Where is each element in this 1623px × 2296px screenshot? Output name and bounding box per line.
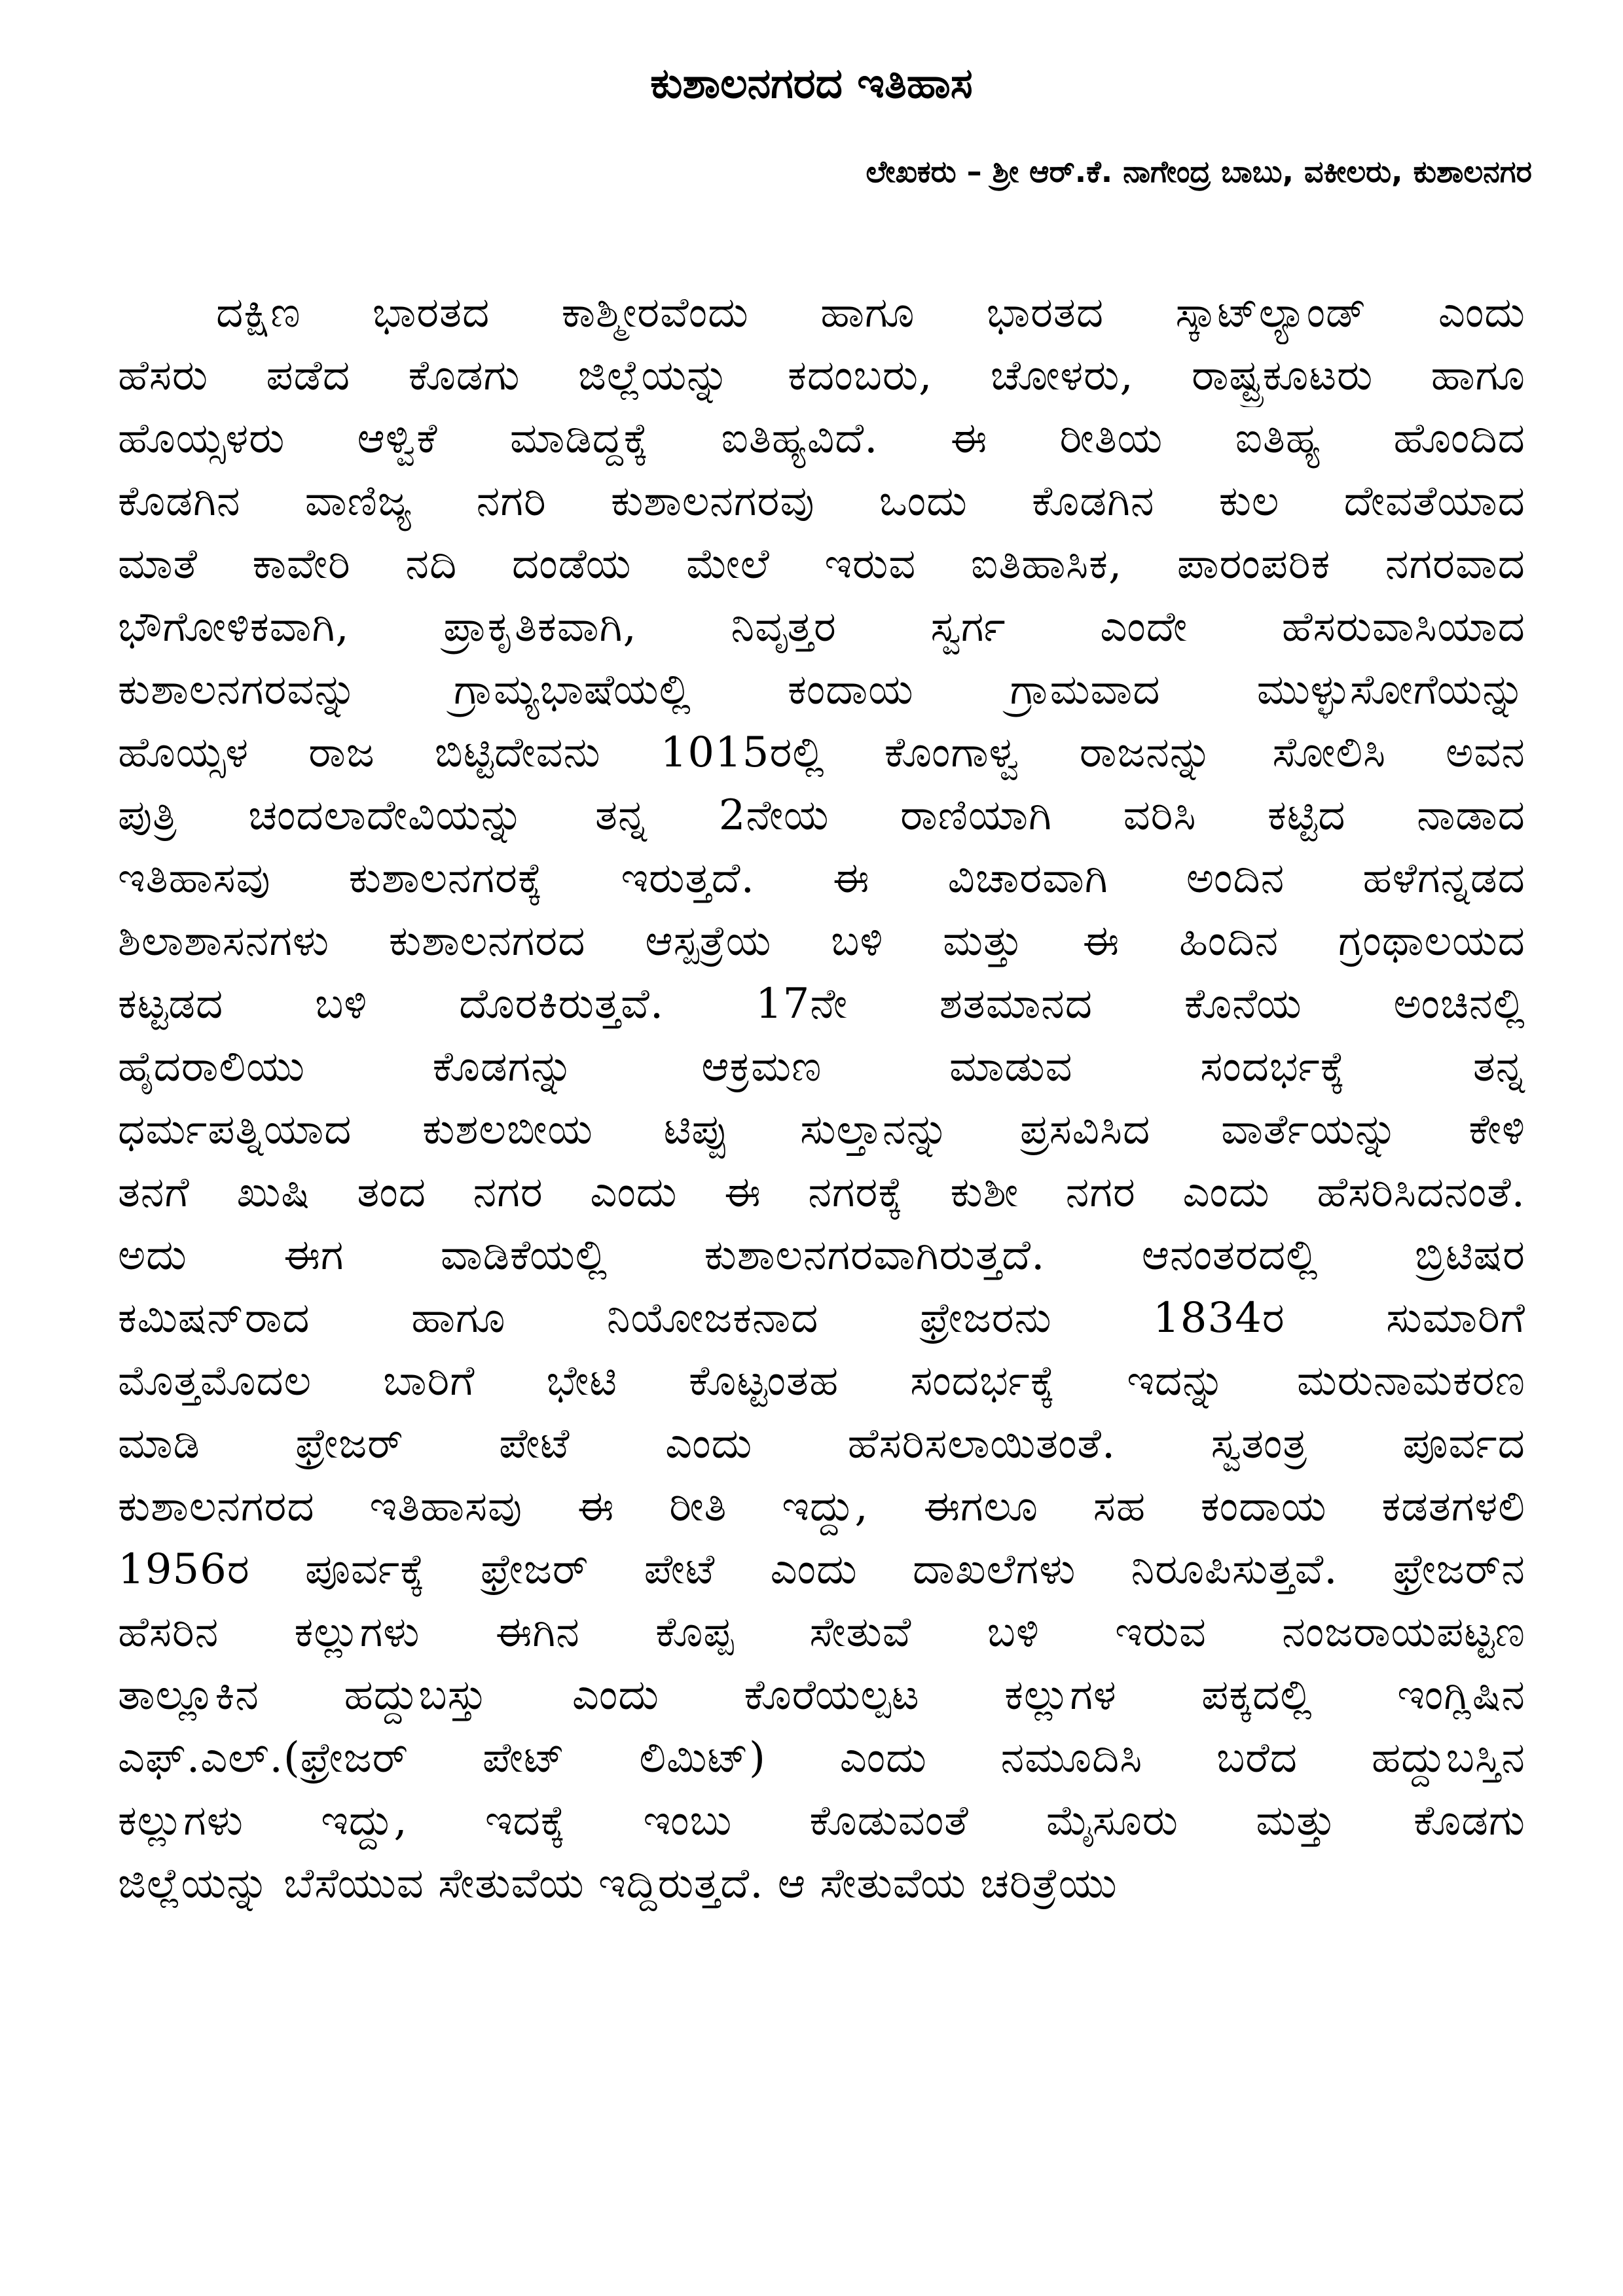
text-line: ಕಮಿಷನ್‌ರಾದ ಹಾಗೂ ನಿಯೋಜಕನಾದ ಫ್ರೇಜರನು 1834ರ ಸುಮಾರಿಗೆ — [118, 1294, 1525, 1342]
text-line: ಅದು ಈಗ ವಾಡಿಕೆಯಲ್ಲಿ ಕುಶಾಲನಗರವಾಗಿರುತ್ತದೆ. ಆನಂತರದಲ್ಲಿ ಬ್ರಿಟಿಷರ — [118, 1231, 1525, 1280]
text-line: ಕಲ್ಲುಗಳು ಇದ್ದು, ಇದಕ್ಕೆ ಇಂಬು ಕೊಡುವಂತೆ ಮೈಸೂರು ಮತ್ತು ಕೊಡಗು — [118, 1797, 1525, 1845]
author-byline: ಲೇಖಕರು – ಶ್ರೀ ಆರ್.ಕೆ. ನಾಗೇಂದ್ರ ಬಾಬು, ವಕೀಲರು, ಕುಶಾಲನಗರ — [866, 154, 1532, 189]
text-line: ಕೊಡಗಿನ ವಾಣಿಜ್ಯ ನಗರಿ ಕುಶಾಲನಗರವು ಒಂದು ಕೊಡಗಿನ ಕುಲ ದೇವತೆಯಾದ — [118, 477, 1525, 526]
text-line: ಪುತ್ರಿ ಚಂದಲಾದೇವಿಯನ್ನು ತನ್ನ 2ನೇಯ ರಾಣಿಯಾಗಿ ವರಿಸಿ ಕಟ್ಟಿದ ನಾಡಾದ — [118, 791, 1525, 840]
text-line: ಎಫ್.ಎಲ್.(ಫ್ರೇಜರ್ ಪೇಟ್ ಲಿಮಿಟ್) ಎಂದು ನಮೂದಿಸಿ ಬರೆದ ಹದ್ದುಬಸ್ತಿನ — [118, 1734, 1525, 1782]
text-line: ಕಟ್ಟಡದ ಬಳಿ ದೊರಕಿರುತ್ತವೆ. 17ನೇ ಶತಮಾನದ ಕೊನೆಯ ಅಂಚಿನಲ್ಲಿ — [118, 980, 1525, 1028]
text-line: ಧರ್ಮಪತ್ನಿಯಾದ ಕುಶಲಬೀಯ ಟಿಪ್ಪು ಸುಲ್ತಾನನ್ನು ಪ್ರಸವಿಸಿದ ವಾರ್ತೆಯನ್ನು ಕೇಳಿ — [118, 1105, 1525, 1154]
text-line: ಭೌಗೋಳಿಕವಾಗಿ, ಪ್ರಾಕೃತಿಕವಾಗಿ, ನಿವೃತ್ತರ ಸ್ವರ್ಗ ಎಂದೇ ಹೆಸರುವಾಸಿಯಾದ — [118, 603, 1525, 651]
text-line: ಹೊಯ್ಸಳ ರಾಜ ಬಿಟ್ಟಿದೇವನು 1015ರಲ್ಲಿ ಕೊಂಗಾಳ್ವ ರಾಜನನ್ನು ಸೋಲಿಸಿ ಅವನ — [118, 728, 1525, 777]
text-line: ಮಾತೆ ಕಾವೇರಿ ನದಿ ದಂಡೆಯ ಮೇಲೆ ಇರುವ ಐತಿಹಾಸಿಕ, ಪಾರಂಪರಿಕ ನಗರವಾದ — [118, 540, 1525, 588]
text-line: ಮಾಡಿ ಫ್ರೇಜರ್ ಪೇಟೆ ಎಂದು ಹೆಸರಿಸಲಾಯಿತಂತೆ. ಸ್ವತಂತ್ರ ಪೂರ್ವದ — [118, 1420, 1525, 1468]
text-line: 1956ರ ಪೂರ್ವಕ್ಕೆ ಫ್ರೇಜರ್ ಪೇಟೆ ಎಂದು ದಾಖಲೆಗಳು ನಿರೂಪಿಸುತ್ತವೆ. ಫ್ರೇಜರ್‌ನ — [118, 1545, 1525, 1594]
text-line: ಕುಶಾಲನಗರವನ್ನು ಗ್ರಾಮ್ಯಭಾಷೆಯಲ್ಲಿ ಕಂದಾಯ ಗ್ರಾಮವಾದ ಮುಳ್ಳುಸೋಗೆಯನ್ನು — [118, 666, 1525, 714]
text-line: ಹೆಸರು ಪಡೆದ ಕೊಡಗು ಜಿಲ್ಲೆಯನ್ನು ಕದಂಬರು, ಚೋಳರು, ರಾಷ್ಟ್ರಕೂಟರು ಹಾಗೂ — [118, 351, 1525, 400]
text-line: ಶಿಲಾಶಾಸನಗಳು ಕುಶಾಲನಗರದ ಆಸ್ಪತ್ರೆಯ ಬಳಿ ಮತ್ತು ಈ ಹಿಂದಿನ ಗ್ರಂಥಾಲಯದ — [118, 917, 1525, 965]
page-title: ಕುಶಾಲನಗರದ ಇತಿಹಾಸ — [650, 60, 973, 108]
body-paragraph — [118, 281, 1525, 1915]
text-line: ಜಿಲ್ಲೆಯನ್ನು ಬೆಸೆಯುವ ಸೇತುವೆಯ ಇದ್ದಿರುತ್ತದೆ. ಆ ಸೇತುವೆಯ ಚರಿತ್ರೆಯು — [118, 1859, 1118, 1908]
text-line: ಇತಿಹಾಸವು ಕುಶಾಲನಗರಕ್ಕೆ ಇರುತ್ತದೆ. ಈ ವಿಚಾರವಾಗಿ ಅಂದಿನ ಹಳೆಗನ್ನಡದ — [118, 854, 1525, 903]
text-line: ತನಗೆ ಖುಷಿ ತಂದ ನಗರ ಎಂದು ಈ ನಗರಕ್ಕೆ ಕುಶೀ ನಗರ ಎಂದು ಹೆಸರಿಸಿದನಂತೆ. — [118, 1168, 1525, 1217]
text-line: ಹೆಸರಿನ ಕಲ್ಲುಗಳು ಈಗಿನ ಕೊಪ್ಪ ಸೇತುವೆ ಬಳಿ ಇರುವ ನಂಜರಾಯಪಟ್ಟಣ — [118, 1608, 1525, 1657]
text-line: ದಕ್ಷಿಣ ಭಾರತದ ಕಾಶ್ಮೀರವೆಂದು ಹಾಗೂ ಭಾರತದ ಸ್ಕಾಟ್‌ಲ್ಯಾಂಡ್ ಎಂದು — [216, 289, 1525, 337]
text-line: ಹೈದರಾಲಿಯು ಕೊಡಗನ್ನು ಆಕ್ರಮಣ ಮಾಡುವ ಸಂದರ್ಭಕ್ಕೆ ತನ್ನ — [118, 1043, 1525, 1091]
text-line: ಹೊಯ್ಸಳರು ಆಳ್ವಿಕೆ ಮಾಡಿದ್ದಕ್ಕೆ ಐತಿಹ್ಯವಿದೆ. ಈ ರೀತಿಯ ಐತಿಹ್ಯ ಹೊಂದಿದ — [118, 414, 1525, 463]
text-line: ಕುಶಾಲನಗರದ ಇತಿಹಾಸವು ಈ ರೀತಿ ಇದ್ದು, ಈಗಲೂ ಸಹ ಕಂದಾಯ ಕಡತಗಳಲಿ — [118, 1482, 1525, 1531]
text-line: ತಾಲ್ಲೂಕಿನ ಹದ್ದುಬಸ್ತು ಎಂದು ಕೊರೆಯಲ್ಪಟ ಕಲ್ಲುಗಳ ಪಕ್ಕದಲ್ಲಿ ಇಂಗ್ಲಿಷಿನ — [118, 1671, 1525, 1719]
text-line: ಮೊತ್ತಮೊದಲ ಬಾರಿಗೆ ಭೇಟಿ ಕೊಟ್ಟಂತಹ ಸಂದರ್ಭಕ್ಕೆ ಇದನ್ನು ಮರುನಾಮಕರಣ — [118, 1357, 1525, 1405]
